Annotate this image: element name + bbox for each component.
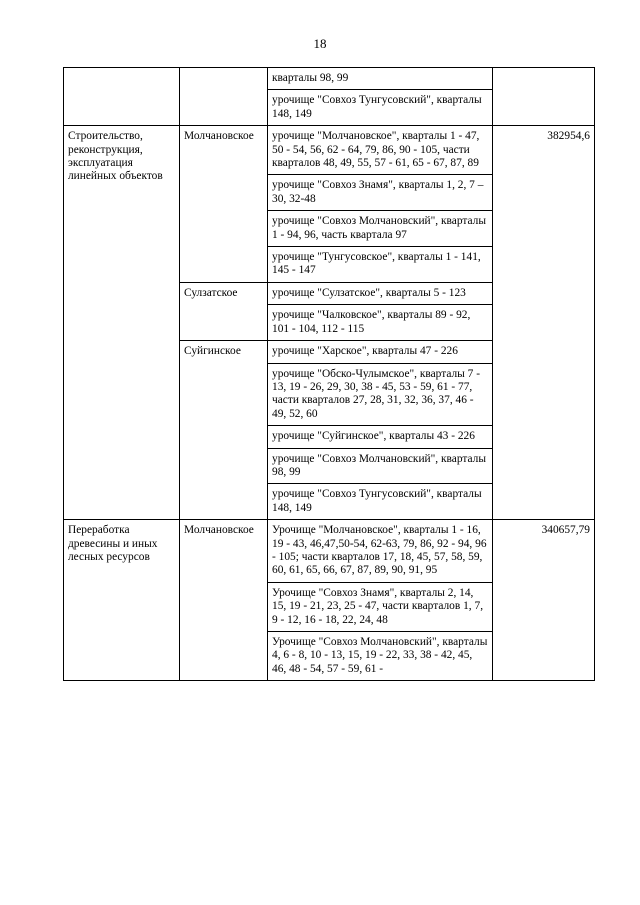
district-cell: Молчановское bbox=[180, 520, 268, 681]
location-cell: Урочище "Совхоз Молчановский", кварталы 4, 6 - 8, 10 - 13, 15, 19 - 22, 33, 38 - 42, 45, 46, 48 - 54, 57 - 59, 61 - bbox=[268, 632, 493, 681]
district-cell: Сулзатское bbox=[180, 282, 268, 340]
page-number: 18 bbox=[313, 36, 327, 51]
location-cell: урочище "Совхоз Молчановский", кварталы 98, 99 bbox=[268, 448, 493, 484]
activity-cell: Строительство, реконструкция, эксплуатация линейных объектов bbox=[64, 126, 180, 520]
location-cell: урочище "Сулзатское", кварталы 5 - 123 bbox=[268, 282, 493, 304]
activity-cell: Переработка древесины и иных лесных ресурсов bbox=[64, 520, 180, 681]
activity-cell bbox=[64, 68, 180, 126]
location-cell: урочище "Харское", кварталы 47 - 226 bbox=[268, 341, 493, 363]
area-cell bbox=[493, 68, 595, 126]
location-cell: урочище "Совхоз Знамя", кварталы 1, 2, 7 – 30, 32-48 bbox=[268, 175, 493, 211]
location-cell: урочище "Молчановское", кварталы 1 - 47, 50 - 54, 56, 62 - 64, 79, 86, 90 - 105, части кварталов 48, 49, 55, 57 - 61, 65 - 67, 87, 89 bbox=[268, 126, 493, 175]
location-cell: урочище "Совхоз Тунгусовский", кварталы 148, 149 bbox=[268, 90, 493, 126]
location-cell: урочище "Совхоз Молчановский", кварталы 1 - 94, 96, часть квартала 97 bbox=[268, 211, 493, 247]
location-cell: урочище "Обско-Чулымское", кварталы 7 - 13, 19 - 26, 29, 30, 38 - 45, 53 - 59, 61 - 77, части кварталов 27, 28, 31, 32, 36, 37, 46 - 49, 52, 60 bbox=[268, 363, 493, 426]
location-cell: урочище "Совхоз Тунгусовский", кварталы 148, 149 bbox=[268, 484, 493, 520]
location-cell: Урочище "Молчановское", кварталы 1 - 16, 19 - 43, 46,47,50-54, 62-63, 79, 86, 92 - 94, 96 - 105; части кварталов 17, 18, 45, 57, 58, 59, 60, 61, 65, 66, 67, 87, 89, 90, 91, 95 bbox=[268, 520, 493, 583]
table-row bbox=[64, 520, 595, 583]
table-row bbox=[64, 126, 595, 175]
location-cell: Урочище "Совхоз Знамя", кварталы 2, 14, 15, 19 - 21, 23, 25 - 47, части кварталов 1, 7, 9 - 12, 16 - 18, 22, 24, 48 bbox=[268, 582, 493, 631]
location-cell: кварталы 98, 99 bbox=[268, 68, 493, 90]
area-cell: 382954,6 bbox=[493, 126, 595, 520]
location-cell: урочище "Суйгинское", кварталы 43 - 226 bbox=[268, 426, 493, 448]
location-cell: урочище "Тунгусовское", кварталы 1 - 141, 145 - 147 bbox=[268, 247, 493, 283]
district-cell: Суйгинское bbox=[180, 341, 268, 520]
table-row bbox=[64, 68, 595, 90]
forest-use-table bbox=[63, 67, 595, 681]
district-cell bbox=[180, 68, 268, 126]
location-cell: урочище "Чалковское", кварталы 89 - 92, 101 - 104, 112 - 115 bbox=[268, 305, 493, 341]
area-cell: 340657,79 bbox=[493, 520, 595, 681]
district-cell: Молчановское bbox=[180, 126, 268, 283]
